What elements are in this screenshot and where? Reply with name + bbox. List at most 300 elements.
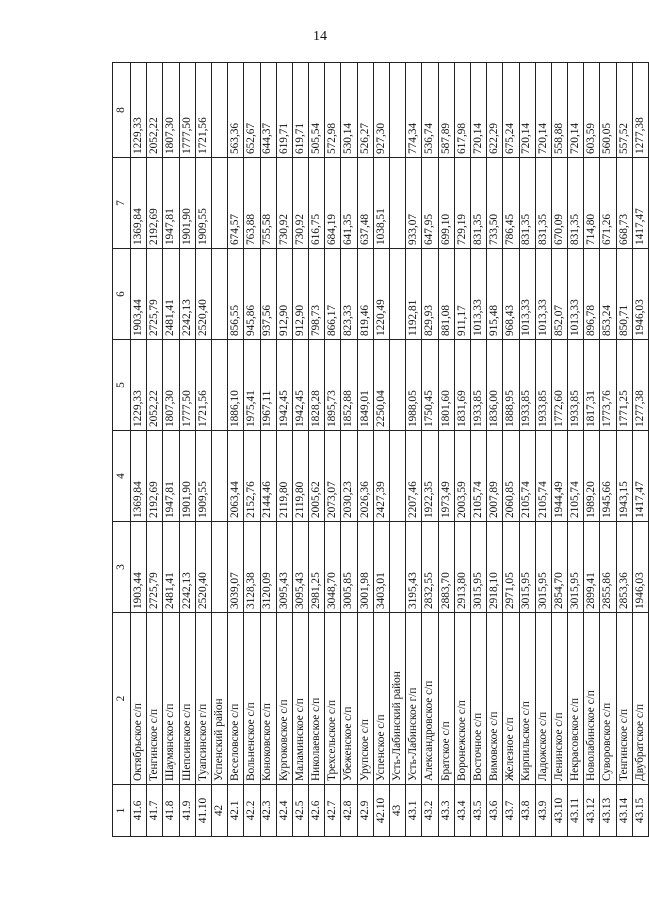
table-row: [616, 63, 632, 837]
row-value: 2052,22: [147, 63, 163, 158]
row-name: Тенгинское с/п: [616, 613, 632, 785]
row-value: 945,86: [244, 249, 260, 340]
row-value: 619,71: [292, 63, 308, 158]
row-value: 617,98: [454, 63, 470, 158]
row-value: 2520,40: [195, 249, 211, 340]
row-value: 937,56: [260, 249, 276, 340]
row-value: 505,54: [309, 63, 325, 158]
table-row: [568, 63, 584, 837]
table-row: [454, 63, 470, 837]
table-row: [179, 63, 195, 837]
row-value: 563,36: [228, 63, 244, 158]
row-value: 896,78: [584, 249, 600, 340]
row-value: 560,05: [600, 63, 616, 158]
table-row: [325, 63, 341, 837]
row-value: 1946,03: [632, 522, 648, 613]
row-value: 2883,70: [438, 522, 454, 613]
row-value: 1369,84: [131, 431, 147, 522]
row-name: Железное с/п: [503, 613, 519, 785]
row-value: 3039,07: [228, 522, 244, 613]
table-row: [632, 63, 648, 837]
table-container: [112, 63, 646, 837]
row-value: 819,46: [357, 249, 373, 340]
row-number: 43.9: [535, 785, 551, 837]
row-value: 798,73: [309, 249, 325, 340]
row-value: 763,88: [244, 158, 260, 249]
row-value: 1852,88: [341, 340, 357, 431]
row-number: 42.9: [357, 785, 373, 837]
row-number: 43.15: [632, 785, 648, 837]
table-row: [406, 63, 422, 837]
row-number: 43.11: [568, 785, 584, 837]
row-value: 2119,80: [276, 431, 292, 522]
row-value: 2026,36: [357, 431, 373, 522]
row-value: 2063,44: [228, 431, 244, 522]
row-value: 1988,05: [406, 340, 422, 431]
row-value: 1933,85: [535, 340, 551, 431]
row-value: 1901,90: [179, 431, 195, 522]
row-name: Шаумянское с/п: [163, 613, 179, 785]
row-value: 2073,07: [325, 431, 341, 522]
column-header: 7: [113, 158, 131, 249]
row-number: 42.5: [292, 785, 308, 837]
row-value: [390, 249, 406, 340]
row-value: 699,10: [438, 158, 454, 249]
row-value: 1909,55: [195, 158, 211, 249]
row-number: 41.6: [131, 785, 147, 837]
row-value: [390, 522, 406, 613]
row-name: Братское с/п: [438, 613, 454, 785]
row-value: 927,30: [373, 63, 389, 158]
column-header: 4: [113, 431, 131, 522]
row-value: 3015,95: [519, 522, 535, 613]
row-value: 1947,81: [163, 158, 179, 249]
table-body: [113, 63, 649, 837]
row-number: 42.10: [373, 785, 389, 837]
row-name: Коноковское с/п: [260, 613, 276, 785]
row-value: 852,07: [551, 249, 567, 340]
row-name: Новолабинское с/п: [584, 613, 600, 785]
table-row: [292, 63, 308, 837]
row-value: 912,90: [276, 249, 292, 340]
row-value: 1013,33: [568, 249, 584, 340]
row-number: 43.8: [519, 785, 535, 837]
row-value: 3015,95: [470, 522, 486, 613]
row-value: 1943,15: [616, 431, 632, 522]
row-value: 1831,69: [454, 340, 470, 431]
row-value: 652,67: [244, 63, 260, 158]
row-name: Успенский район: [211, 613, 227, 785]
row-value: 755,58: [260, 158, 276, 249]
row-name: Восточное с/п: [470, 613, 486, 785]
row-number: 43.5: [470, 785, 486, 837]
row-value: 572,98: [325, 63, 341, 158]
row-name: Усть-Лабинское г/п: [406, 613, 422, 785]
row-value: 853,24: [600, 249, 616, 340]
table-row: [357, 63, 373, 837]
row-value: 647,95: [422, 158, 438, 249]
row-value: 2242,13: [179, 522, 195, 613]
row-value: 2105,74: [535, 431, 551, 522]
row-number: 43: [390, 785, 406, 837]
row-value: 2481,41: [163, 249, 179, 340]
row-value: 1886,10: [228, 340, 244, 431]
row-number: 42.3: [260, 785, 276, 837]
row-value: 2832,55: [422, 522, 438, 613]
row-value: [390, 340, 406, 431]
row-number: 43.7: [503, 785, 519, 837]
row-value: 1942,45: [276, 340, 292, 431]
row-number: 43.13: [600, 785, 616, 837]
row-value: 2060,85: [503, 431, 519, 522]
row-value: 730,92: [276, 158, 292, 249]
column-header: 3: [113, 522, 131, 613]
row-name: Усть-Лабинский район: [390, 613, 406, 785]
row-value: 3001,98: [357, 522, 373, 613]
row-value: 2855,86: [600, 522, 616, 613]
row-name: Вольненское с/п: [244, 613, 260, 785]
table-row: [163, 63, 179, 837]
row-value: 1013,33: [535, 249, 551, 340]
row-value: 526,27: [357, 63, 373, 158]
row-value: 831,35: [470, 158, 486, 249]
row-value: 1220,49: [373, 249, 389, 340]
table-row: [147, 63, 163, 837]
tariff-table: [112, 62, 649, 837]
row-value: 1417,47: [632, 158, 648, 249]
row-value: 1817,31: [584, 340, 600, 431]
row-name: Александровское с/п: [422, 613, 438, 785]
row-value: 2913,80: [454, 522, 470, 613]
row-value: 603,59: [584, 63, 600, 158]
row-value: 1945,66: [600, 431, 616, 522]
row-name: Шепсинское с/п: [179, 613, 195, 785]
row-value: 619,71: [276, 63, 292, 158]
row-value: 2007,89: [487, 431, 503, 522]
row-number: 42.4: [276, 785, 292, 837]
row-value: 1750,45: [422, 340, 438, 431]
row-value: 915,48: [487, 249, 503, 340]
row-value: [211, 63, 227, 158]
row-value: 1777,50: [179, 63, 195, 158]
row-value: 3015,95: [568, 522, 584, 613]
row-value: 1772,60: [551, 340, 567, 431]
row-value: 684,19: [325, 158, 341, 249]
row-name: Октябрьское с/п: [131, 613, 147, 785]
row-value: 2030,23: [341, 431, 357, 522]
row-value: 2207,46: [406, 431, 422, 522]
row-number: 43.3: [438, 785, 454, 837]
row-value: 831,35: [535, 158, 551, 249]
row-number: 43.4: [454, 785, 470, 837]
row-name: Трехсельское с/п: [325, 613, 341, 785]
row-name: Кургоковское с/п: [276, 613, 292, 785]
row-value: 1369,84: [131, 158, 147, 249]
row-number: 42: [211, 785, 227, 837]
row-value: [390, 431, 406, 522]
row-name: Убеженское с/п: [341, 613, 357, 785]
row-value: 1807,30: [163, 63, 179, 158]
row-value: 2918,10: [487, 522, 503, 613]
row-value: [211, 158, 227, 249]
row-value: 1901,90: [179, 158, 195, 249]
table-row: [600, 63, 616, 837]
row-name: Ленинское с/п: [551, 613, 567, 785]
row-number: 43.6: [487, 785, 503, 837]
row-value: 3095,43: [276, 522, 292, 613]
row-number: 42.8: [341, 785, 357, 837]
row-value: 786,45: [503, 158, 519, 249]
row-value: 850,71: [616, 249, 632, 340]
row-value: 2105,74: [470, 431, 486, 522]
row-value: 3403,01: [373, 522, 389, 613]
row-value: 1807,30: [163, 340, 179, 431]
row-value: 670,09: [551, 158, 567, 249]
row-value: 1922,35: [422, 431, 438, 522]
row-value: 2105,74: [519, 431, 535, 522]
column-header: 6: [113, 249, 131, 340]
row-value: 3128,38: [244, 522, 260, 613]
table-row: [551, 63, 567, 837]
row-value: 2853,36: [616, 522, 632, 613]
row-value: 729,19: [454, 158, 470, 249]
row-value: 1849,01: [357, 340, 373, 431]
table-row: [276, 63, 292, 837]
row-value: 2971,05: [503, 522, 519, 613]
row-value: 668,73: [616, 158, 632, 249]
row-name: Двубратское с/п: [632, 613, 648, 785]
table-row: [260, 63, 276, 837]
row-value: 2192,69: [147, 158, 163, 249]
row-value: 622,29: [487, 63, 503, 158]
row-value: 866,17: [325, 249, 341, 340]
row-value: 2242,13: [179, 249, 195, 340]
table-row: [244, 63, 260, 837]
row-value: 3005,85: [341, 522, 357, 613]
row-value: 1903,44: [131, 249, 147, 340]
row-value: 1942,45: [292, 340, 308, 431]
table-row: [309, 63, 325, 837]
row-name: Успенское с/п: [373, 613, 389, 785]
row-name: Николаевское с/п: [309, 613, 325, 785]
row-value: 3095,43: [292, 522, 308, 613]
row-value: 1946,03: [632, 249, 648, 340]
row-value: 674,57: [228, 158, 244, 249]
row-value: 714,80: [584, 158, 600, 249]
row-number: 42.1: [228, 785, 244, 837]
table-row: [519, 63, 535, 837]
row-value: 2144,46: [260, 431, 276, 522]
row-value: 3195,43: [406, 522, 422, 613]
row-name: Воронежское с/п: [454, 613, 470, 785]
row-value: 774,34: [406, 63, 422, 158]
row-value: 2427,39: [373, 431, 389, 522]
row-value: 1909,55: [195, 431, 211, 522]
row-value: 558,88: [551, 63, 567, 158]
row-name: Тенгинское с/п: [147, 613, 163, 785]
row-value: 823,33: [341, 249, 357, 340]
row-value: 587,89: [438, 63, 454, 158]
row-number: 43.1: [406, 785, 422, 837]
column-header: 2: [113, 613, 131, 785]
table-row: [195, 63, 211, 837]
row-value: 3048,70: [325, 522, 341, 613]
page-number: 14: [313, 29, 327, 44]
row-number: 42.2: [244, 785, 260, 837]
row-value: 1903,44: [131, 522, 147, 613]
row-value: 1973,49: [438, 431, 454, 522]
row-value: 1013,33: [470, 249, 486, 340]
row-value: 1229,33: [131, 340, 147, 431]
row-number: 43.12: [584, 785, 600, 837]
row-value: 1771,25: [616, 340, 632, 431]
row-name: Урупское с/п: [357, 613, 373, 785]
row-value: 2003,59: [454, 431, 470, 522]
row-value: 720,14: [535, 63, 551, 158]
row-value: 881,08: [438, 249, 454, 340]
row-value: 933,07: [406, 158, 422, 249]
row-value: 720,14: [470, 63, 486, 158]
row-value: 1947,81: [163, 431, 179, 522]
row-value: 1975,41: [244, 340, 260, 431]
row-value: 2981,25: [309, 522, 325, 613]
row-value: 1888,95: [503, 340, 519, 431]
row-value: 2725,79: [147, 522, 163, 613]
row-number: 41.9: [179, 785, 195, 837]
row-value: [211, 249, 227, 340]
row-value: 1721,56: [195, 63, 211, 158]
row-value: 2899,41: [584, 522, 600, 613]
row-value: 1277,38: [632, 340, 648, 431]
table-row: [373, 63, 389, 837]
row-value: 829,93: [422, 249, 438, 340]
table-row: [438, 63, 454, 837]
row-name: Суворовское с/п: [600, 613, 616, 785]
row-name: Веселовское с/п: [228, 613, 244, 785]
row-value: [390, 158, 406, 249]
row-value: 968,43: [503, 249, 519, 340]
row-value: 1277,38: [632, 63, 648, 158]
row-value: 2052,22: [147, 340, 163, 431]
row-value: 1801,60: [438, 340, 454, 431]
row-value: 2105,74: [568, 431, 584, 522]
table-row: [487, 63, 503, 837]
row-value: 912,90: [292, 249, 308, 340]
row-value: 733,50: [487, 158, 503, 249]
row-value: 1989,20: [584, 431, 600, 522]
table-row: [390, 63, 406, 837]
row-value: 2481,41: [163, 522, 179, 613]
column-header: 1: [113, 785, 131, 837]
row-value: 1967,11: [260, 340, 276, 431]
row-value: 530,14: [341, 63, 357, 158]
row-number: 41.7: [147, 785, 163, 837]
row-value: 856,55: [228, 249, 244, 340]
table-row: [503, 63, 519, 837]
row-name: Маламинское с/п: [292, 613, 308, 785]
row-value: 557,52: [616, 63, 632, 158]
row-value: 1836,00: [487, 340, 503, 431]
row-value: 1895,73: [325, 340, 341, 431]
row-value: 2854,70: [551, 522, 567, 613]
row-value: 2250,04: [373, 340, 389, 431]
row-value: 2152,76: [244, 431, 260, 522]
row-value: 3015,95: [535, 522, 551, 613]
row-name: Туапсинское г/п: [195, 613, 211, 785]
row-value: 2520,40: [195, 522, 211, 613]
row-value: 2725,79: [147, 249, 163, 340]
row-value: 641,35: [341, 158, 357, 249]
row-value: 1828,28: [309, 340, 325, 431]
row-value: 1192,81: [406, 249, 422, 340]
row-value: 911,17: [454, 249, 470, 340]
table-row: [535, 63, 551, 837]
row-value: 536,74: [422, 63, 438, 158]
column-header: 5: [113, 340, 131, 431]
row-value: [211, 431, 227, 522]
row-name: Ладожское с/п: [535, 613, 551, 785]
row-value: 644,37: [260, 63, 276, 158]
row-value: 1773,76: [600, 340, 616, 431]
row-value: 1933,85: [519, 340, 535, 431]
row-number: 41.8: [163, 785, 179, 837]
row-name: Кирпильское с/п: [519, 613, 535, 785]
table-row: [131, 63, 147, 837]
row-value: 1013,33: [519, 249, 535, 340]
row-number: 42.7: [325, 785, 341, 837]
row-number: 41.10: [195, 785, 211, 837]
column-header: 8: [113, 63, 131, 158]
row-value: 831,35: [519, 158, 535, 249]
row-name: Некрасовское с/п: [568, 613, 584, 785]
table-row: [584, 63, 600, 837]
table-row: [211, 63, 227, 837]
row-value: 1944,49: [551, 431, 567, 522]
row-number: 43.2: [422, 785, 438, 837]
table-row: [422, 63, 438, 837]
row-value: [390, 63, 406, 158]
rotated-table-frame: [112, 63, 646, 837]
row-value: [211, 522, 227, 613]
row-name: Вимовское с/п: [487, 613, 503, 785]
row-number: 43.10: [551, 785, 567, 837]
row-value: 1933,85: [470, 340, 486, 431]
row-value: 2119,80: [292, 431, 308, 522]
table-row: [341, 63, 357, 837]
table-row: [470, 63, 486, 837]
row-value: 720,14: [519, 63, 535, 158]
row-value: [211, 340, 227, 431]
row-value: 675,24: [503, 63, 519, 158]
table-row: [228, 63, 244, 837]
row-value: 730,92: [292, 158, 308, 249]
row-value: 3120,09: [260, 522, 276, 613]
row-value: 831,35: [568, 158, 584, 249]
row-value: 1417,47: [632, 431, 648, 522]
row-value: 2005,62: [309, 431, 325, 522]
table-header-row: [113, 63, 131, 837]
row-value: 1229,33: [131, 63, 147, 158]
row-number: 42.6: [309, 785, 325, 837]
row-value: 637,48: [357, 158, 373, 249]
row-number: 43.14: [616, 785, 632, 837]
row-value: 671,26: [600, 158, 616, 249]
row-value: 1038,51: [373, 158, 389, 249]
row-value: 1777,50: [179, 340, 195, 431]
row-value: 720,14: [568, 63, 584, 158]
row-value: 1933,85: [568, 340, 584, 431]
row-value: 1721,56: [195, 340, 211, 431]
